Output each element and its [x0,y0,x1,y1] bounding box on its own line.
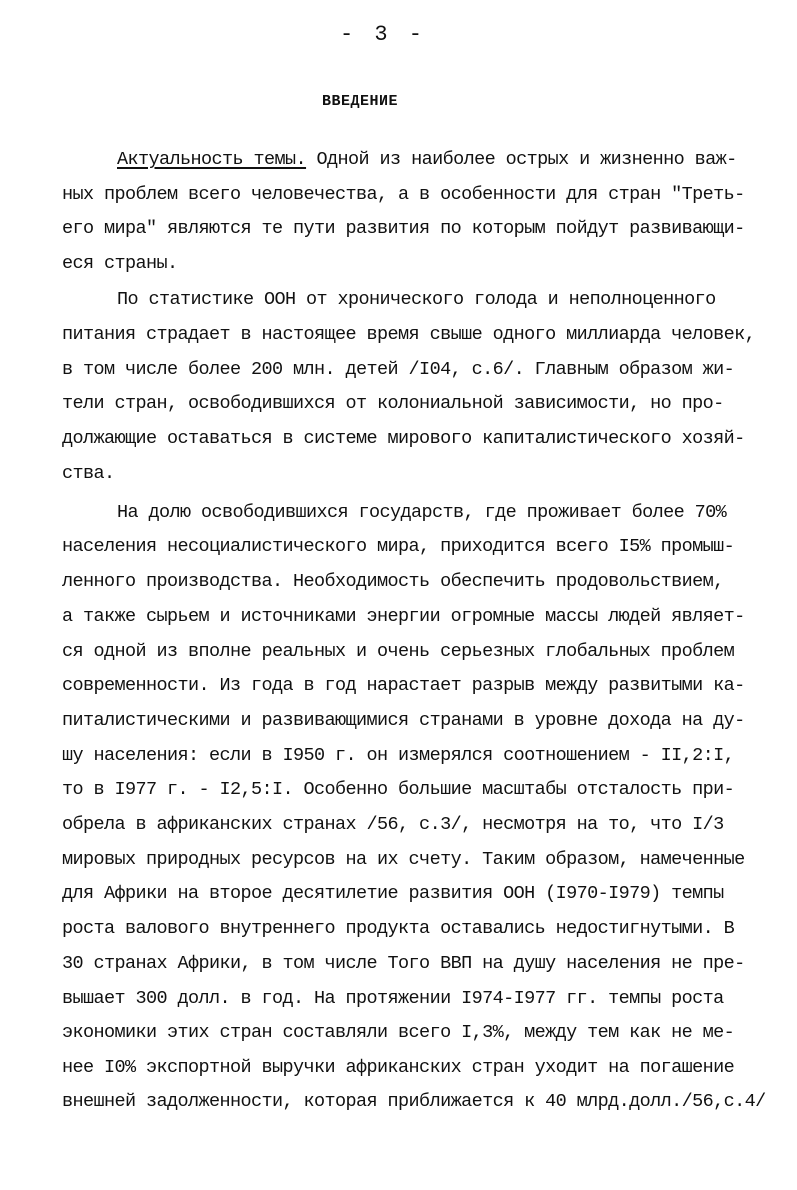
paragraph-2-line-2: питания страдает в настоящее время свыше одного миллиарда человек, [62,324,756,345]
paragraph-3-line-17: нее I0% экспортной выручки африканских стран уходит на погашение [62,1057,735,1078]
paragraph-3-line-16: экономики этих стран составляли всего I,3%, между тем как не ме- [62,1022,735,1043]
paragraph-3-line-13: роста валового внутреннего продукта оставались недостигнутыми. В [62,918,735,939]
topic-relevance-label: Актуальность темы. [117,149,307,170]
paragraph-3-line-1: На долю освободившихся государств, где проживает более 70% [117,502,727,523]
paragraph-3-line-15: вышает 300 долл. в год. На протяжении I974-I977 гг. темпы роста [62,988,724,1009]
paragraph-3-line-8: шу населения: если в I950 г. он измерялся соотношением - II,2:I, [62,745,735,766]
page-number: - 3 - [340,22,427,47]
paragraph-3-line-5: ся одной из вполне реальных и очень серьезных глобальных проблем [62,641,735,662]
paragraph-1-line-3: его мира" являются те пути развития по которым пойдут развивающи- [62,218,745,239]
paragraph-2-line-1: По статистике ООН от хронического голода и неполноценного [117,289,716,310]
paragraph-3-line-10: обрела в африканских странах /56, с.3/, несмотря на то, что I/3 [62,814,724,835]
paragraph-2-line-6: ства. [62,463,115,484]
paragraph-3-line-3: ленного производства. Необходимость обеспечить продовольствием, [62,571,724,592]
paragraph-3-line-9: то в I977 г. - I2,5:I. Особенно большие масштабы отсталость при- [62,779,735,800]
paragraph-3-line-11: мировых природных ресурсов на их счету. Таким образом, намеченные [62,849,745,870]
paragraph-3-line-12: для Африки на второе десятилетие развития ООН (I970-I979) темпы [62,883,724,904]
paragraph-3-line-18: внешней задолженности, которая приближается к 40 млрд.долл./56,с.4/ [62,1091,766,1112]
paragraph-1-line-1 [117,149,737,171]
paragraph-2-line-4: тели стран, освободившихся от колониальной зависимости, но про- [62,393,724,414]
paragraph-3-line-4: а также сырьем и источниками энергии огромные массы людей являет- [62,606,745,627]
paragraph-1-line-4: еся страны. [62,253,178,274]
paragraph-3-line-2: населения несоциалистического мира, приходится всего I5% промыш- [62,536,735,557]
section-heading: ВВЕДЕНИЕ [322,93,399,110]
paragraph-2-line-5: должающие оставаться в системе мирового капиталистического хозяй- [62,428,745,449]
paragraph-2-line-3: в том числе более 200 млн. детей /I04, с.6/. Главным образом жи- [62,359,735,380]
paragraph-3-line-7: питалистическими и развивающимися странами в уровне дохода на ду- [62,710,745,731]
paragraph-1-line-2: ных проблем всего человечества, а в особенности для стран "Треть- [62,184,745,205]
paragraph-3-line-6: современности. Из года в год нарастает разрыв между развитыми ка- [62,675,745,696]
paragraph-text: Одной из наиболее острых и жизненно важ- [306,149,737,170]
paragraph-3-line-14: 30 странах Африки, в том числе Того ВВП на душу населения не пре- [62,953,745,974]
